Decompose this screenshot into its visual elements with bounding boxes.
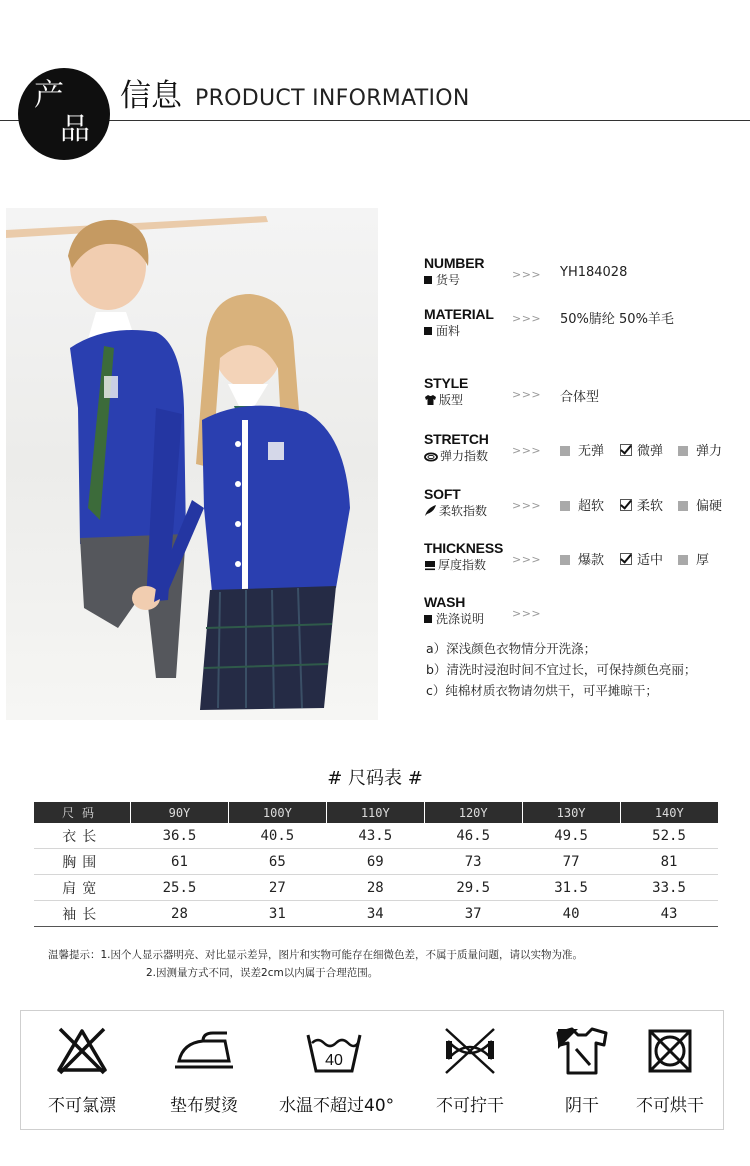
info-wash-en: WASH	[424, 594, 466, 610]
size-col-header: 90Y	[131, 802, 229, 823]
care-label: 垫布熨烫	[170, 1096, 238, 1116]
table-row	[34, 901, 718, 927]
size-chart-table	[34, 802, 718, 927]
info-number-value: YH184028	[560, 265, 628, 280]
size-row-label: 袖长	[34, 901, 131, 927]
care-label: 不可氯漂	[48, 1096, 116, 1116]
product-photo	[6, 208, 378, 720]
size-cell: 28	[326, 875, 424, 901]
size-cell: 43	[620, 901, 718, 927]
size-row-label: 衣长	[34, 823, 131, 849]
checked-box-icon	[620, 553, 632, 565]
no-wring-icon	[442, 1025, 498, 1077]
info-stretch-arrows: >>>	[512, 444, 542, 457]
unchecked-box-icon	[560, 446, 570, 456]
unchecked-box-icon	[678, 555, 688, 565]
shade-dry-icon	[554, 1025, 610, 1077]
stretch-icon	[424, 452, 438, 462]
soft-option-3: 偏硬	[678, 495, 722, 514]
size-col-header: 110Y	[326, 802, 424, 823]
wash-temp-text: 40	[325, 1052, 343, 1069]
info-soft-cn-row	[424, 503, 487, 519]
info-thickness-arrows: >>>	[512, 553, 542, 566]
size-row-label: 肩宽	[34, 875, 131, 901]
square-bullet-icon	[424, 615, 432, 623]
info-style-cn-row	[424, 392, 468, 408]
info-wash-arrows: >>>	[512, 607, 542, 620]
size-cell: 40.5	[228, 823, 326, 849]
header-badge	[18, 68, 110, 160]
care-item-no-bleach	[27, 1025, 137, 1116]
size-cell: 29.5	[424, 875, 522, 901]
table-row	[34, 849, 718, 875]
info-number-cn-row	[424, 272, 484, 288]
unchecked-box-icon	[678, 446, 688, 456]
unchecked-box-icon	[560, 501, 570, 511]
size-col-header: 100Y	[228, 802, 326, 823]
thickness-option-1: 爆款	[560, 549, 604, 568]
size-chart-title: # 尺码表 #	[327, 768, 423, 789]
size-cell: 65	[228, 849, 326, 875]
info-thickness-cn-row	[424, 557, 503, 573]
square-bullet-icon	[424, 327, 432, 335]
care-item-no-tumble-dry	[615, 1025, 725, 1116]
size-cell: 49.5	[522, 823, 620, 849]
size-cell: 25.5	[131, 875, 229, 901]
info-wash	[424, 594, 484, 627]
size-cell: 52.5	[620, 823, 718, 849]
info-material	[424, 306, 494, 339]
size-cell: 31	[228, 901, 326, 927]
info-thickness-cn: 厚度指数	[438, 558, 487, 572]
thickness-option-2: 适中	[620, 549, 663, 568]
header-badge-char-1: 产	[34, 78, 64, 113]
stretch-option-1: 无弹	[560, 440, 604, 459]
info-soft	[424, 486, 487, 519]
care-label: 不可烘干	[636, 1096, 704, 1116]
size-cell: 61	[131, 849, 229, 875]
size-row-label: 胸围	[34, 849, 131, 875]
size-col-header: 140Y	[620, 802, 718, 823]
square-bullet-icon	[424, 276, 432, 284]
unchecked-box-icon	[678, 501, 688, 511]
wash-40-icon	[304, 1025, 364, 1077]
info-material-cn: 面料	[436, 324, 461, 338]
size-cell: 46.5	[424, 823, 522, 849]
checked-box-icon	[620, 499, 632, 511]
info-material-en: MATERIAL	[424, 306, 494, 322]
size-cell: 27	[228, 875, 326, 901]
info-wash-cn-row	[424, 611, 484, 627]
info-soft-arrows: >>>	[512, 499, 542, 512]
size-cell: 81	[620, 849, 718, 875]
size-tip-line-2: 2.因测量方式不同，误差2cm以内属于合理范围。	[146, 967, 379, 979]
info-soft-en: SOFT	[424, 486, 461, 502]
table-row	[34, 875, 718, 901]
info-wash-cn: 洗涤说明	[436, 612, 485, 626]
header-title-cn: 信息	[120, 78, 182, 114]
header-badge-char-2: 品	[60, 112, 90, 147]
size-cell: 77	[522, 849, 620, 875]
shirt-icon	[424, 394, 437, 406]
wash-note-b: b）清洗时浸泡时间不宜过长，可保持颜色亮丽；	[426, 662, 697, 677]
care-item-no-wring	[415, 1025, 525, 1116]
info-stretch-cn-row	[424, 448, 489, 464]
size-cell: 31.5	[522, 875, 620, 901]
wash-note-c: c）纯棉材质衣物请勿烘干，可平摊晾干；	[426, 683, 658, 698]
wash-notes	[426, 638, 696, 701]
info-material-value: 50%腈纶 50%羊毛	[560, 312, 674, 327]
care-item-wash-40	[279, 1025, 395, 1116]
info-style-value: 合体型	[560, 390, 600, 405]
iron-with-cloth-icon	[173, 1025, 235, 1077]
info-number-arrows: >>>	[512, 268, 542, 281]
info-style	[424, 375, 468, 408]
info-material-arrows: >>>	[512, 312, 542, 325]
info-thickness	[424, 540, 503, 573]
stretch-option-2: 微弹	[620, 440, 663, 459]
size-cell: 43.5	[326, 823, 424, 849]
soft-option-2: 柔软	[620, 495, 663, 514]
info-style-arrows: >>>	[512, 388, 542, 401]
info-stretch-cn: 弹力指数	[440, 449, 489, 463]
care-label: 阴干	[565, 1096, 599, 1116]
size-cell: 36.5	[131, 823, 229, 849]
size-col-header: 尺码	[34, 802, 131, 823]
size-cell: 34	[326, 901, 424, 927]
unchecked-box-icon	[560, 555, 570, 565]
care-label: 不可拧干	[436, 1096, 504, 1116]
care-instructions	[20, 1010, 724, 1130]
thickness-icon	[424, 560, 436, 571]
size-col-header: 120Y	[424, 802, 522, 823]
info-material-cn-row	[424, 323, 494, 339]
header-title-en: PRODUCT INFORMATION	[195, 86, 470, 111]
table-row	[34, 823, 718, 849]
info-thickness-en: THICKNESS	[424, 540, 504, 556]
size-cell: 37	[424, 901, 522, 927]
info-style-en: STYLE	[424, 375, 469, 391]
size-cell: 40	[522, 901, 620, 927]
thickness-option-3: 厚	[678, 549, 709, 568]
info-number	[424, 255, 484, 288]
header-rule	[0, 120, 750, 121]
size-tips	[48, 946, 583, 982]
no-bleach-icon	[54, 1025, 110, 1077]
size-col-header: 130Y	[522, 802, 620, 823]
no-tumble-dry-icon	[644, 1025, 696, 1077]
size-cell: 69	[326, 849, 424, 875]
size-cell: 28	[131, 901, 229, 927]
stretch-option-3: 弹力	[678, 440, 722, 459]
info-number-cn: 货号	[436, 273, 461, 287]
wash-note-a: a）深浅颜色衣物情分开洗涤；	[426, 641, 597, 656]
care-item-iron	[149, 1025, 259, 1116]
checked-box-icon	[620, 444, 632, 456]
size-cell: 33.5	[620, 875, 718, 901]
soft-option-1: 超软	[560, 495, 604, 514]
info-style-cn: 版型	[439, 393, 464, 407]
size-cell: 73	[424, 849, 522, 875]
info-stretch-en: STRETCH	[424, 431, 489, 447]
size-chart-header-row	[34, 802, 718, 823]
info-number-en: NUMBER	[424, 255, 485, 271]
feather-icon	[424, 504, 437, 517]
info-soft-cn: 柔软指数	[439, 504, 488, 518]
info-stretch	[424, 431, 489, 464]
size-tip-line-1: 温馨提示：1.因个人显示器明亮、对比显示差异，图片和实物可能存在细微色差，不属于质量问题，请以实物为准。	[48, 949, 584, 961]
care-label: 水温不超过40°	[279, 1096, 395, 1116]
